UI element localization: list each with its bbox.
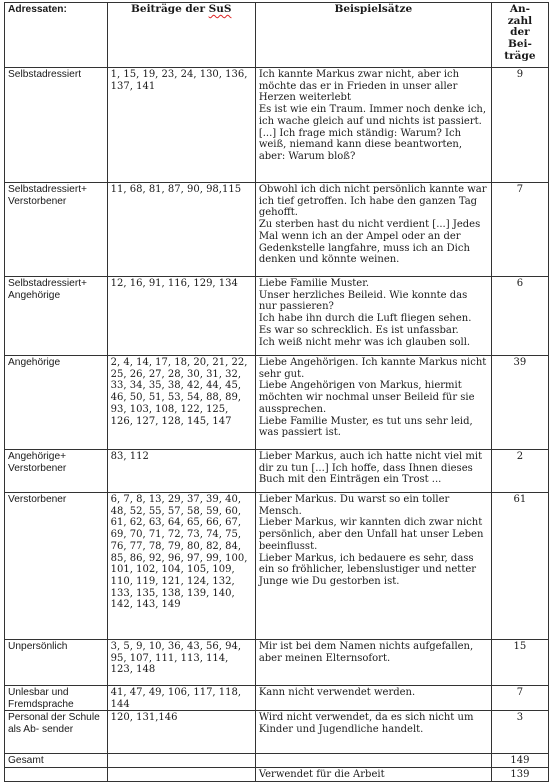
row-contribution-ids: 11, 68, 81, 87, 90, 98,115 <box>107 183 255 277</box>
row-contribution-ids: 2, 4, 14, 17, 18, 20, 21, 22, 25, 26, 27, 28, 30, 31, 32, 33, 34, 35, 38, 42, 44, 45, 46, 50, 51, 53, 54, 88, 89, 93, 103, 108, 122, 125, 126, 127, 128, 145, 147 <box>107 356 255 450</box>
example-sentence: Kann nicht verwendet werden. <box>258 687 416 698</box>
row-addressee: Verstorbener <box>5 493 108 640</box>
row-addressee: Selbstadressiert <box>5 68 108 183</box>
row-examples <box>255 686 491 711</box>
header-row <box>5 3 549 68</box>
used-empty-addressee <box>5 768 108 782</box>
total-label: Gesamt <box>5 754 108 768</box>
example-sentence: Liebe Angehörigen. Ich kannte Markus nicht sehr gut. <box>258 357 487 380</box>
row-count: 39 <box>491 356 548 450</box>
example-sentence: Unser herzliches Beileid. Wie konnte das nur passieren? <box>258 289 468 313</box>
row-addressee: Personal der Schule als Ab- sender <box>5 711 108 754</box>
row-count: 2 <box>491 450 548 493</box>
example-sentence: Es war so schrecklich. Es ist unfassbar. <box>258 324 459 336</box>
row-addressee: Selbstadressiert+ Angehörige <box>5 277 108 356</box>
example-sentence: Es ist wie ein Traum. Immer noch denke ich, ich wache gleich auf und nichts ist passiert. [...] Ich frage mich ständig: Warum? Ich weiß, niemand kann diese beantworten, aber: Warum bloß? <box>258 104 487 162</box>
row-count: 9 <box>491 68 548 183</box>
table-row <box>5 356 549 450</box>
example-sentence: Lieber Markus, wir kannten dich zwar nicht persönlich, aber den Unfall hat unser Leben beeinflusst. <box>258 517 484 552</box>
table-row <box>5 640 549 686</box>
table-row <box>5 686 549 711</box>
row-count: 7 <box>491 686 548 711</box>
table-row <box>5 68 549 183</box>
used-row <box>5 768 549 782</box>
table-row <box>5 277 549 356</box>
row-examples <box>255 356 491 450</box>
used-empty-ids <box>107 768 255 782</box>
row-count: 15 <box>491 640 548 686</box>
table-row <box>5 450 549 493</box>
row-contribution-ids: 120, 131,146 <box>107 711 255 754</box>
row-contribution-ids: 1, 15, 19, 23, 24, 130, 136, 137, 141 <box>107 68 255 183</box>
table-row <box>5 711 549 754</box>
example-sentence: Wird nicht verwendet, da es sich nicht um Kinder und Jugendliche handelt. <box>258 712 474 736</box>
row-addressee: Selbstadressiert+ Verstorbener <box>5 183 108 277</box>
row-count: 3 <box>491 711 548 754</box>
row-addressee: Angehörige+ Verstorbener <box>5 450 108 493</box>
row-contribution-ids: 41, 47, 49, 106, 117, 118, 144 <box>107 686 255 711</box>
total-count: 149 <box>491 754 548 768</box>
example-sentence: Liebe Familie Muster. <box>258 278 370 289</box>
example-sentence: Ich kannte Markus zwar nicht, aber ich möchte das er in Frieden in unser aller Herzen weiterlebt <box>258 69 460 104</box>
header-addressee: Adressaten: <box>5 3 108 68</box>
example-sentence: Obwohl ich dich nicht persönlich kannte war ich tief getroffen. Ich habe den ganzen Tag gehofft. <box>258 184 487 219</box>
header-contributions-sus: SuS <box>208 3 232 15</box>
row-count: 7 <box>491 183 548 277</box>
total-empty-examples <box>255 754 491 768</box>
header-contributions <box>107 3 255 68</box>
used-label: Verwendet für die Arbeit <box>255 768 491 782</box>
row-examples <box>255 68 491 183</box>
row-examples <box>255 493 491 640</box>
row-addressee: Angehörige <box>5 356 108 450</box>
header-contributions-prefix: Beiträge der <box>131 3 209 15</box>
row-contribution-ids: 3, 5, 9, 10, 36, 43, 56, 94, 95, 107, 111, 113, 114, 123, 148 <box>107 640 255 686</box>
row-contribution-ids: 6, 7, 8, 13, 29, 37, 39, 40, 48, 52, 55, 57, 58, 59, 60, 61, 62, 63, 64, 65, 66, 67, 69, 70, 71, 72, 73, 74, 75, 76, 77, 78, 79, 80, 82, 84, 85, 86, 92, 96, 97, 99, 100, 101, 102, 104, 105, 109, 110, 119, 121, 124, 132, 133, 135, 138, 139, 140, 142, 143, 149 <box>107 493 255 640</box>
contributions-table <box>4 2 549 782</box>
example-sentence: Zu sterben hast du nicht verdient [...] Jedes Mal wenn ich an der Ampel oder an der Gedenkstelle langfahre, muss ich an Dich denken und könnte weinen. <box>258 219 481 266</box>
header-count-text: An- zahl der Bei- träge <box>504 3 536 62</box>
row-count: 6 <box>491 277 548 356</box>
row-examples <box>255 277 491 356</box>
total-row <box>5 754 549 768</box>
header-examples: Beispielsätze <box>255 3 491 68</box>
row-contribution-ids: 12, 16, 91, 116, 129, 134 <box>107 277 255 356</box>
example-sentence: Liebe Angehörigen von Markus, hiermit möchten wir nochmal unser Beileid für sie aussprechen. <box>258 380 475 415</box>
row-addressee: Unlesbar und Fremdsprache <box>5 686 108 711</box>
row-examples <box>255 640 491 686</box>
total-empty-ids <box>107 754 255 768</box>
example-sentence: Lieber Markus. Du warst so ein toller Mensch. <box>258 494 450 517</box>
row-examples <box>255 450 491 493</box>
example-sentence: Mir ist bei dem Namen nichts aufgefallen, aber meinen Elternsofort. <box>258 641 474 664</box>
row-examples <box>255 711 491 754</box>
used-count: 139 <box>491 768 548 782</box>
row-count: 61 <box>491 493 548 640</box>
example-sentence: Lieber Markus, ich bedauere es sehr, dass ein so fröhlicher, lebenslustiger und netter Junge wie Du gestorben ist. <box>258 552 477 587</box>
row-addressee: Unpersönlich <box>5 640 108 686</box>
header-count <box>491 3 548 68</box>
row-contribution-ids: 83, 112 <box>107 450 255 493</box>
table-row <box>5 183 549 277</box>
example-sentence: Ich weiß nicht mehr was ich glauben soll. <box>258 336 471 348</box>
example-sentence: Liebe Familie Muster, es tut uns sehr leid, was passiert ist. <box>258 415 473 439</box>
row-examples <box>255 183 491 277</box>
example-sentence: Ich habe ihn durch die Luft fliegen sehen. <box>258 313 472 325</box>
example-sentence: Lieber Markus, auch ich hatte nicht viel mit dir zu tun [...] Ich hoffe, dass Ihnen dieses Buch mit den Einträgen ein Trost ... <box>258 451 483 486</box>
table-row <box>5 493 549 640</box>
